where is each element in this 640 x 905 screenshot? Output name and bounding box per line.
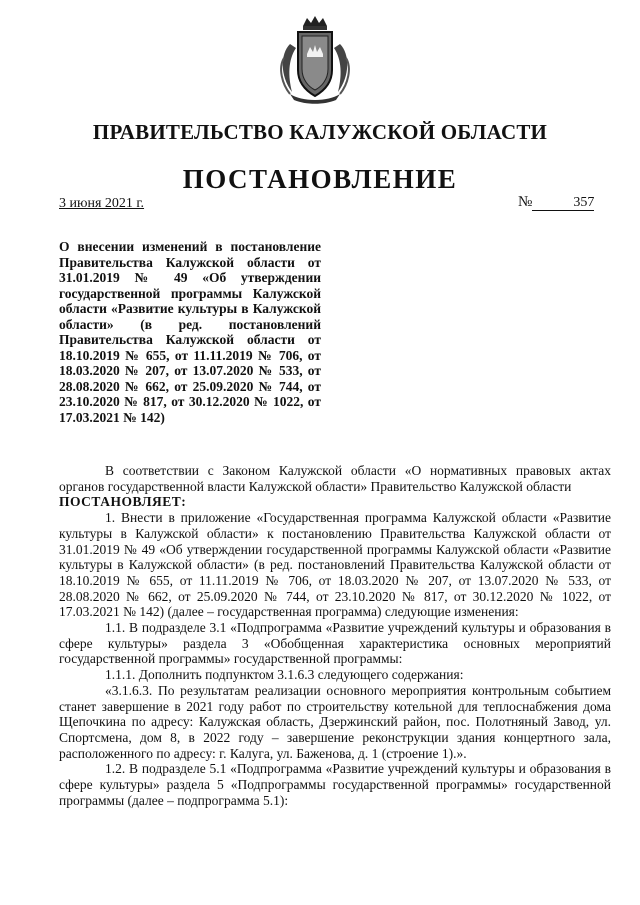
document-number bbox=[518, 194, 594, 211]
number-value: 357 bbox=[532, 195, 594, 211]
document-subject: О внесении изменений в постановление Правительства Калужской области от 31.01.2019 № 49 «Об утверждении государственной программы Калужской области «Развитие культуры в Калужской области» (в ред. постановлений Правительства Калужской области от 18.10.2019 № 655, от 11.11.2019 № 706, от 18.03.2020 № 207, от 13.07.2020 № 533, от 28.08.2020 № 662, от 25.09.2020 № 744, от 23.10.2020 № 817, от 30.12.2020 № 1022, от 17.03.2021 № 142) bbox=[59, 239, 321, 425]
date-value: 3 июня 2021 г. bbox=[59, 196, 145, 211]
quoted-subpoint: «3.1.6.3. По результатам реализации основного мероприятия контрольным событием станет завершение в 2021 году работ по строительству котельной для теплоснабжения дома Щепочкина по адресу: Калужская область, Дзержинский район, пос. Полотняный Завод, ул. Спортсмена, дом 8, в 2022 году – завершение реконструкции здания концертного зала, расположенного по адресу: г. Калуга, ул. Баженова, д. 1 (строение 1).». bbox=[59, 682, 611, 761]
document-type: ПОСТАНОВЛЕНИЕ bbox=[182, 164, 458, 194]
document-body bbox=[59, 463, 611, 808]
paragraph-1-1: 1.1. В подразделе 3.1 «Подпрограмма «Развитие учреждений культуры и образования в сфере культуры» раздела 3 «Обобщенная характеристика основных мероприятий государственной программы» государственной программы: bbox=[59, 620, 611, 667]
coat-of-arms-icon bbox=[276, 14, 354, 106]
decree-word bbox=[59, 494, 611, 510]
preamble: В соответствии с Законом Калужской области «О нормативных правовых актах органов государственной власти Калужской области» Правительство Калужской области bbox=[59, 463, 611, 494]
decree-word-label: ПОСТАНОВЛЯЕТ: bbox=[59, 494, 187, 510]
paragraph-1-1-1: 1.1.1. Дополнить подпунктом 3.1.6.3 следующего содержания: bbox=[105, 667, 464, 683]
government-title: ПРАВИТЕЛЬСТВО КАЛУЖСКОЙ ОБЛАСТИ bbox=[92, 120, 548, 144]
paragraph-1: 1. Внести в приложение «Государственная программа Калужской области «Развитие культуры в Калужской области» к постановлению Правительства Калужской области от 31.01.2019 № 49 «Об утверждении государственной программы Калужской области «Развитие культуры в Калужской области» (в ред. постановлений Правительства Калужской области от 18.10.2019 № 655, от 11.11.2019 № 706, от 18.03.2020 № 207, от 13.07.2020 № 533, от 28.08.2020 № 662, от 25.09.2020 № 744, от 23.10.2020 № 817, от 30.12.2020 № 1022, от 17.03.2021 № 142) (далее – государственная программа) следующие изменения: bbox=[59, 510, 611, 620]
number-sign: № bbox=[518, 194, 533, 210]
paragraph-1-2: 1.2. В подразделе 5.1 «Подпрограмма «Развитие учреждений культуры и образования в сфере культуры» раздела 5 «Подпрограммы государственной программы» государственной программы (далее – подпрограмма 5.1): bbox=[59, 761, 611, 808]
document-date bbox=[35, 196, 144, 212]
